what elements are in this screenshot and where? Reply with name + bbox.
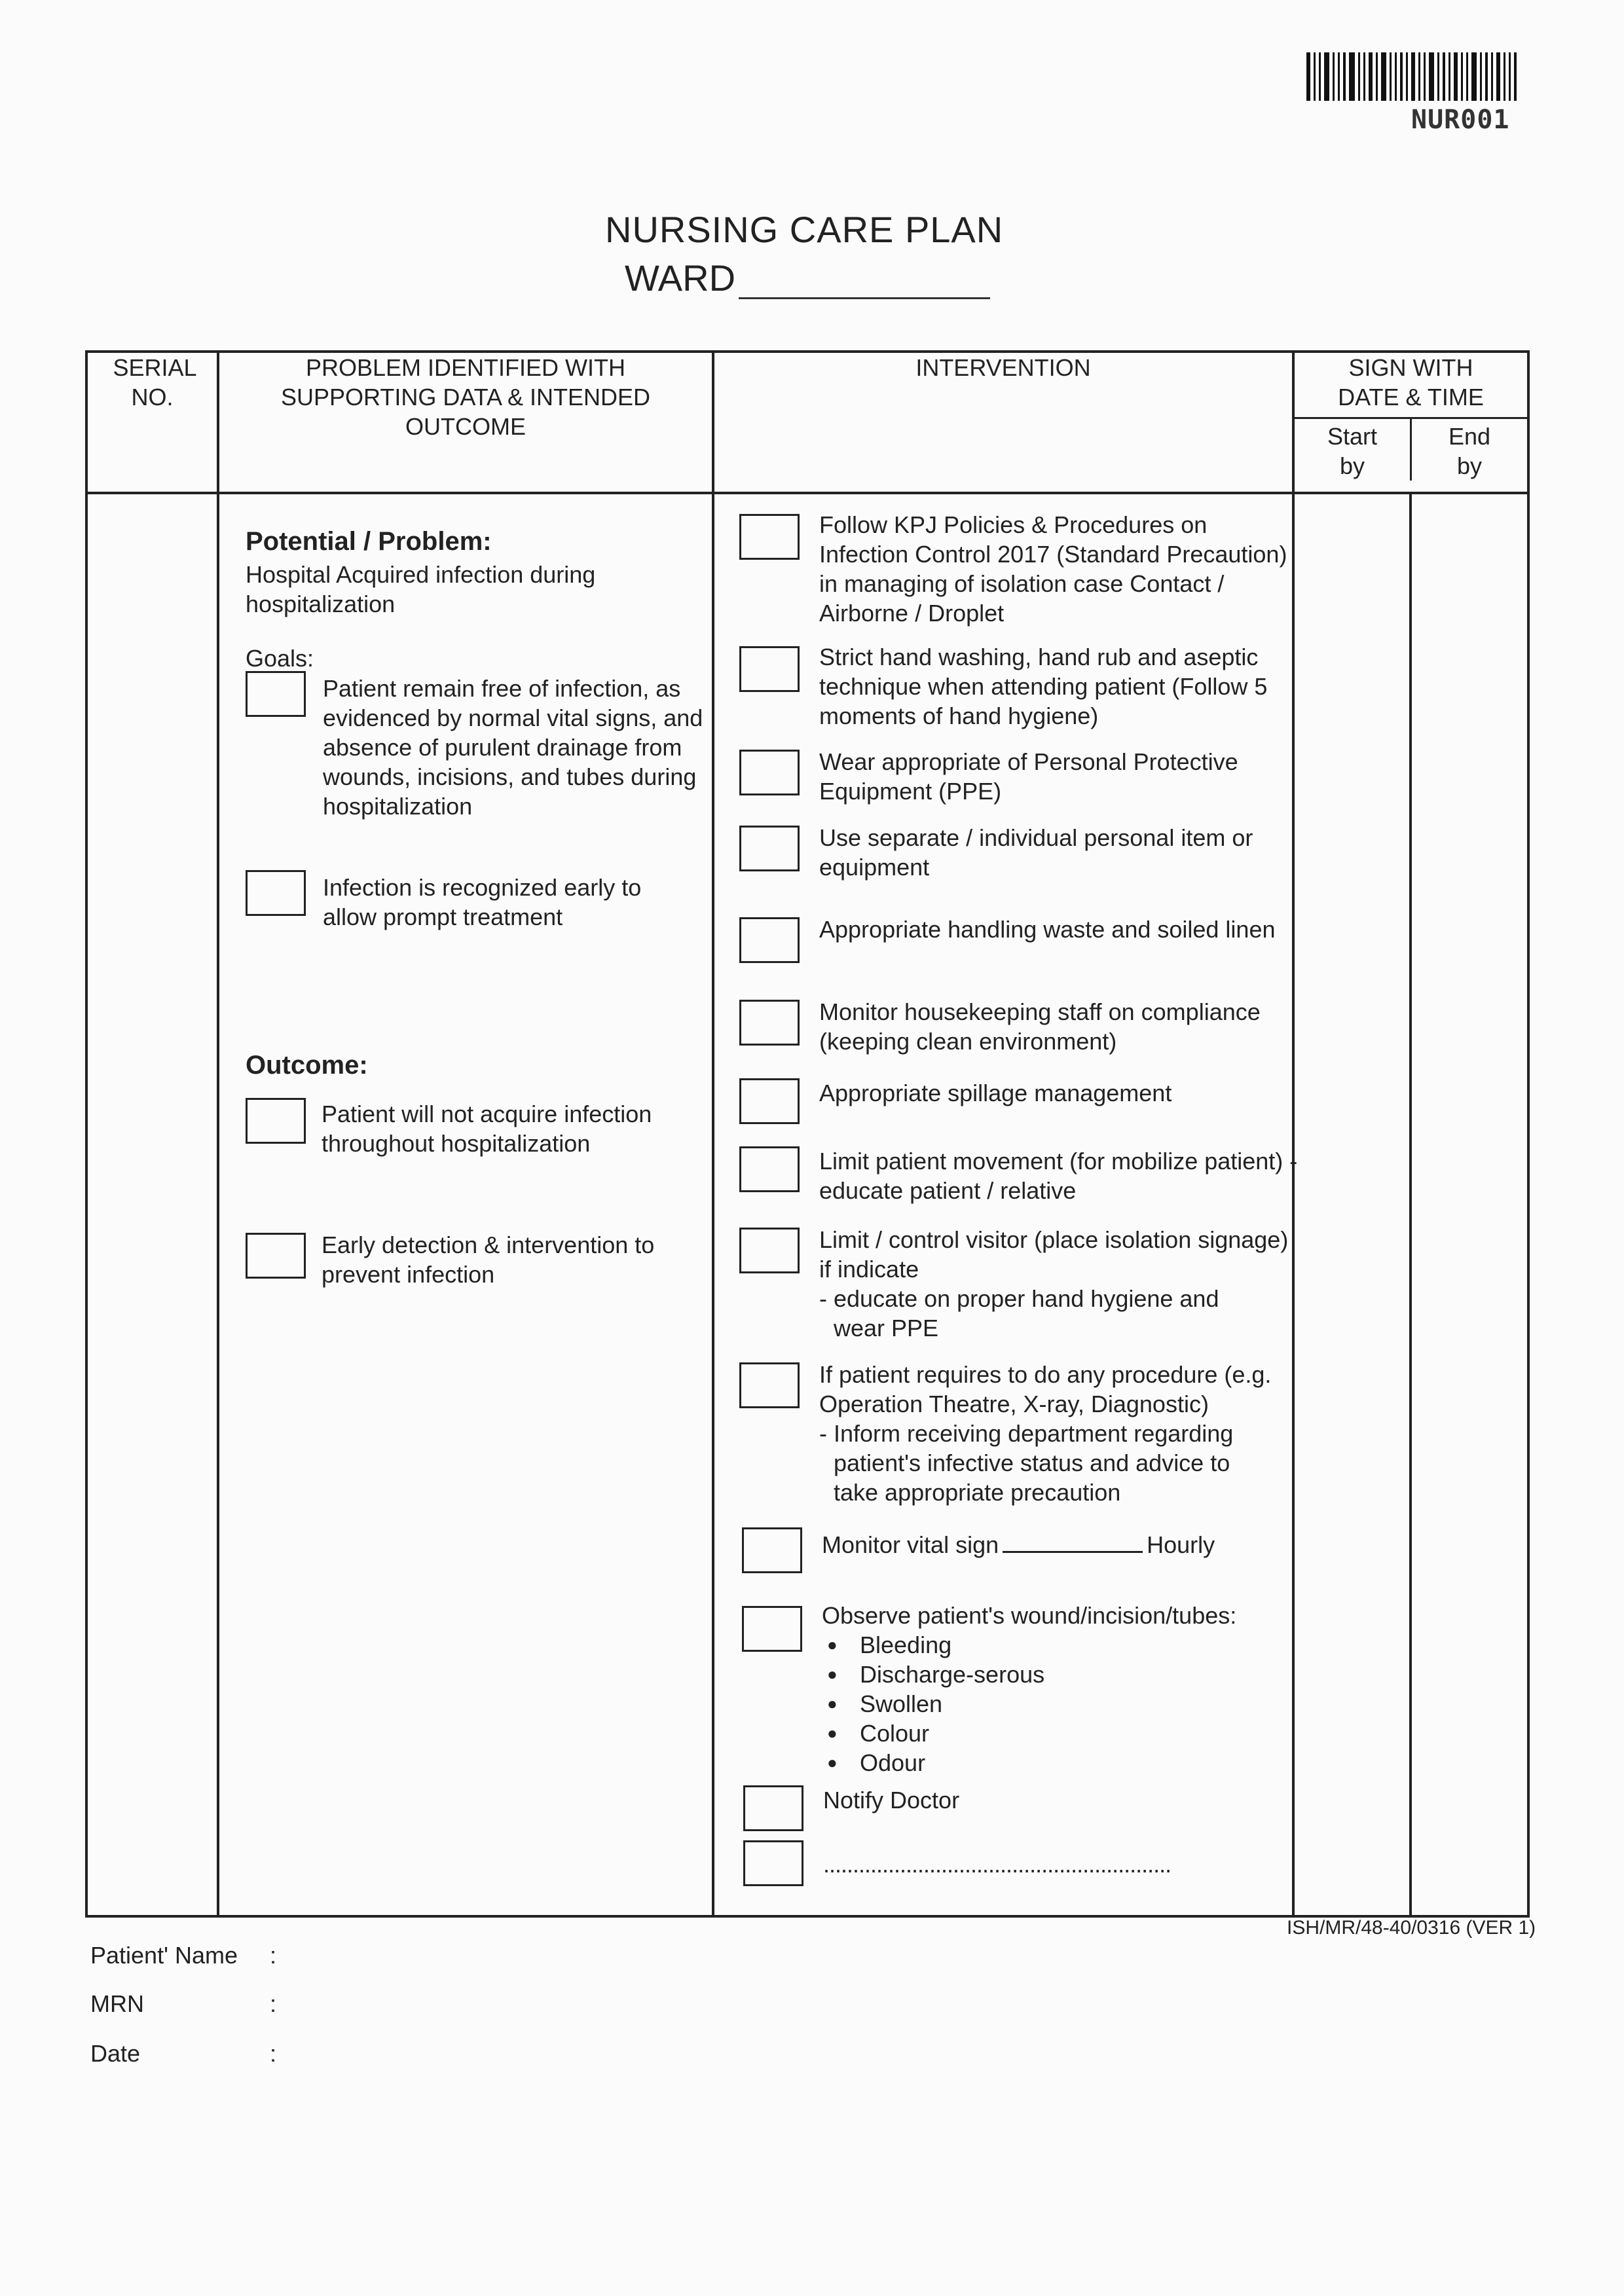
observe-heading: Observe patient's wound/incision/tubes:: [822, 1602, 1237, 1629]
intervention-2-text: Strict hand washing, hand rub and aseptic technique when attending patient (Follow 5 moments of hand hygiene): [819, 644, 1268, 729]
intervention-1-text: Follow KPJ Policies & Procedures on Infection Control 2017 (Standard Precaution) in managing of isolation case Contact / Airborne / Droplet: [819, 511, 1287, 627]
intervention-4-checkbox[interactable]: [739, 826, 800, 871]
observe-item: ● Swollen: [860, 1689, 1293, 1719]
header-serial: SERIAL NO.: [86, 352, 218, 493]
header-sign: [1293, 352, 1528, 493]
goals-label: Goals:: [246, 645, 314, 672]
mrn-label: MRN: [90, 1990, 144, 2017]
outcome-2-checkbox[interactable]: [246, 1233, 306, 1279]
goal-2-checkbox[interactable]: [246, 870, 306, 916]
vital-sign-label: Monitor vital sign: [822, 1531, 999, 1558]
barcode: [1306, 52, 1583, 101]
intervention-6-checkbox[interactable]: [739, 1000, 800, 1046]
intervention-3-checkbox[interactable]: [739, 750, 800, 795]
header-sign-title: SIGN WITH DATE & TIME: [1295, 353, 1527, 419]
intervention-3-text: Wear appropriate of Personal Protective Equipment (PPE): [819, 748, 1238, 805]
observe-item: ● Discharge-serous: [860, 1660, 1293, 1689]
intervention-10-text: If patient requires to do any procedure (e.g. Operation Theatre, X-ray, Diagnostic): [819, 1361, 1272, 1417]
mrn-colon: :: [270, 1990, 277, 2017]
intervention-7-checkbox[interactable]: [739, 1078, 800, 1124]
outcome-heading: Outcome:: [246, 1051, 368, 1080]
vital-sign-frequency-field[interactable]: [1003, 1529, 1143, 1553]
intervention-14-checkbox[interactable]: [743, 1840, 803, 1886]
patient-name-field[interactable]: [288, 1939, 877, 1969]
intervention-7-text: Appropriate spillage management: [819, 1080, 1172, 1106]
date-label: Date: [90, 2040, 141, 2067]
page-title: NURSING CARE PLAN: [605, 209, 1004, 250]
intervention-5-checkbox[interactable]: [739, 917, 800, 963]
intervention-1-checkbox[interactable]: [739, 514, 800, 560]
header-intervention: INTERVENTION: [713, 352, 1293, 493]
problem-description: Hospital Acquired infection during hospitalization: [246, 561, 596, 617]
date-colon: :: [270, 2040, 277, 2067]
end-by-cell[interactable]: [1411, 493, 1528, 1916]
header-start-by: Start by: [1295, 419, 1412, 481]
intervention-12-text: [822, 1601, 1293, 1777]
goal-2-text: Infection is recognized early to allow prompt treatment: [323, 874, 642, 930]
care-plan-table: [85, 350, 1530, 1918]
problem-heading: Potential / Problem:: [246, 527, 492, 556]
problem-cell: [218, 493, 713, 1916]
header-problem: PROBLEM IDENTIFIED WITH SUPPORTING DATA & INTENDED OUTCOME: [218, 352, 713, 493]
hourly-label: Hourly: [1147, 1531, 1215, 1558]
outcome-1-checkbox[interactable]: [246, 1098, 306, 1144]
intervention-9-checkbox[interactable]: [739, 1228, 800, 1273]
observe-item: ● Colour: [860, 1719, 1293, 1748]
form-reference: ISH/MR/48-40/0316 (VER 1): [1287, 1917, 1536, 1939]
intervention-10-checkbox[interactable]: [739, 1362, 800, 1408]
intervention-5-text: Appropriate handling waste and soiled linen: [819, 916, 1276, 943]
mrn-field[interactable]: [288, 1988, 877, 2018]
intervention-9-text: Limit / control visitor (place isolation signage) if indicate: [819, 1226, 1289, 1283]
goal-1-text: Patient remain free of infection, as evidenced by normal vital signs, and absence of purulent drainage from wounds, incisions, and tubes during hospitalization: [323, 675, 703, 820]
intervention-11-text: [822, 1529, 1293, 1559]
intervention-11-checkbox[interactable]: [742, 1527, 802, 1573]
intervention-13-text: Notify Doctor: [823, 1787, 960, 1813]
intervention-13-checkbox[interactable]: [743, 1785, 803, 1831]
outcome-2-text: Early detection & intervention to prevent infection: [322, 1231, 655, 1288]
form-code: NUR001: [1411, 105, 1510, 135]
patient-name-colon: :: [270, 1942, 277, 1969]
outcome-1-text: Patient will not acquire infection throughout hospitalization: [322, 1101, 652, 1157]
intervention-8-checkbox[interactable]: [739, 1146, 800, 1192]
ward-input-line[interactable]: [739, 297, 990, 299]
intervention-6-text: Monitor housekeeping staff on compliance (keeping clean environment): [819, 998, 1261, 1055]
ward-label: WARD: [625, 257, 736, 299]
observe-list: [822, 1630, 1293, 1777]
intervention-14-blank[interactable]: ...........................................................: [823, 1851, 1172, 1878]
intervention-4-text: Use separate / individual personal item or equipment: [819, 824, 1253, 881]
date-field[interactable]: [288, 2037, 877, 2068]
goal-1-checkbox[interactable]: [246, 671, 306, 717]
observe-item: ● Odour: [860, 1748, 1293, 1777]
intervention-2-checkbox[interactable]: [739, 646, 800, 692]
patient-name-label: Patient' Name: [90, 1942, 238, 1969]
intervention-10-subtext: - Inform receiving department regarding patient's infective status and advice to take appropriate precaution: [819, 1420, 1234, 1506]
serial-cell[interactable]: [86, 493, 218, 1916]
header-end-by: End by: [1448, 423, 1491, 479]
intervention-12-checkbox[interactable]: [742, 1606, 802, 1652]
intervention-8-text: Limit patient movement (for mobilize patient) - educate patient / relative: [819, 1148, 1298, 1204]
intervention-cell: [713, 493, 1298, 1916]
intervention-9-subtext: - educate on proper hand hygiene and wear PPE: [819, 1285, 1219, 1341]
observe-item: ● Bleeding: [860, 1630, 1293, 1660]
